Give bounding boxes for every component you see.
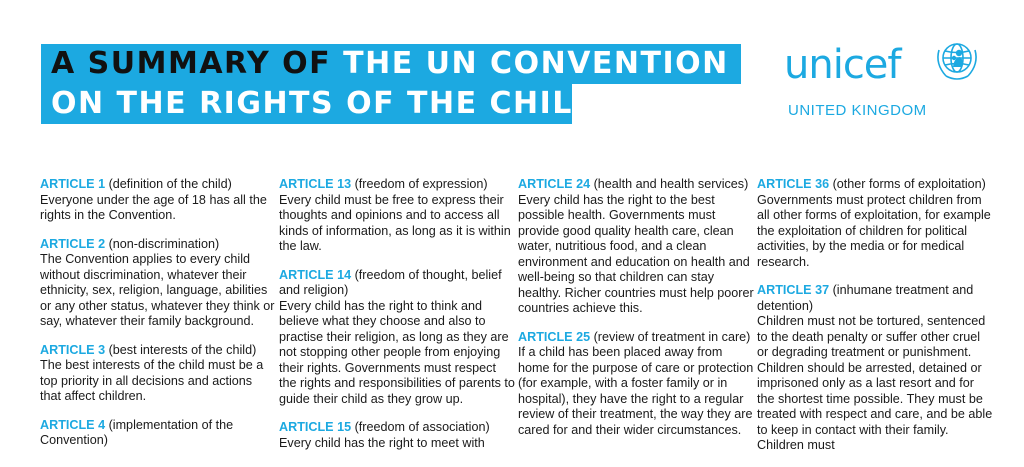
article-topic: (review of treatment in care) (593, 329, 751, 344)
article-body: If a child has been placed away from home for the purpose of care or protection (for example, with a foster family or in hospital), they have the right to a regular review of their treatment, the way they are cared for and their wider circumstances. (518, 345, 754, 437)
article-heading (279, 420, 515, 436)
article-heading (757, 283, 993, 314)
article-item (757, 283, 993, 454)
article-item (279, 420, 515, 451)
document-title (41, 44, 741, 124)
article-item (518, 177, 754, 317)
article-item (40, 237, 276, 330)
article-body: Every child has the right to the best possible health. Governments must provide good quality health care, clean water, nutritious food, and a clean environment and education on health and well-being so that children can stay healthy. Richer countries must help poorer countries achieve this. (518, 192, 754, 315)
article-heading (40, 177, 276, 193)
article-column-2 (279, 177, 515, 464)
article-body: Every child must be free to express their thoughts and opinions and to access all kinds of information, as long as it is within the law. (279, 192, 511, 253)
article-topic: (health and health services) (593, 177, 749, 191)
title-light-text-1: THE UN CONVENTION (343, 46, 729, 81)
article-topic: (non-discrimination) (108, 236, 220, 251)
article-topic: (best interests of the child) (108, 342, 257, 357)
article-number: ARTICLE 3 (40, 342, 106, 357)
article-heading (518, 330, 754, 346)
unicef-logo (784, 34, 984, 124)
article-number: ARTICLE 13 (279, 177, 352, 191)
article-column-4 (757, 177, 993, 467)
article-body: The Convention applies to every child without discrimination, whatever their ethnicity, sex, religion, language, abilities or any other status, whatever they think or say, whatever their family background. (40, 252, 275, 328)
article-number: ARTICLE 15 (279, 420, 352, 434)
article-number: ARTICLE 37 (757, 283, 830, 297)
article-heading (40, 418, 276, 449)
article-item (40, 177, 276, 224)
article-heading (518, 177, 754, 193)
article-item (40, 418, 276, 449)
article-body: Governments must protect children from all other forms of exploitation, for example the exploitation of children for political activities, by the media or for medical research. (757, 192, 991, 269)
title-dark-text: A SUMMARY OF (51, 46, 332, 81)
article-number: ARTICLE 2 (40, 236, 106, 251)
article-topic: (freedom of thought, belief and religion) (279, 267, 502, 297)
article-number: ARTICLE 25 (518, 329, 591, 344)
article-topic: (inhumane treatment and detention) (757, 283, 974, 313)
article-column-3 (518, 177, 754, 451)
unicef-emblem-icon (932, 36, 982, 86)
article-topic: (implementation of the Convention) (40, 417, 234, 447)
article-body: Every child has the right to meet with (279, 435, 485, 450)
title-line-2 (41, 84, 600, 124)
article-heading (279, 177, 515, 193)
article-body: Every child has the right to think and believe what they choose and also to practise their religion, as long as they are not stopping other people from enjoying their rights. Governments must respect the rights and responsibilities of parents to guide their child as they grow up. (279, 298, 515, 406)
articles-columns (40, 177, 1024, 452)
article-topic: (freedom of expression) (354, 177, 488, 191)
article-topic: (freedom of association) (354, 420, 490, 434)
article-column-1 (40, 177, 276, 462)
article-number: ARTICLE 14 (279, 267, 352, 282)
title-line-1 (41, 44, 741, 84)
article-body: Children must not be tortured, sentenced to the death penalty or suffer other cruel or degrading treatment or punishment. Children should be arrested, detained or imprisoned only as a last resort and for the shortest time possible. They must be treated with respect and care, and be able to keep in contact with their family. Children must (757, 314, 993, 452)
article-number: ARTICLE 4 (40, 417, 106, 432)
logo-wordmark: unicef (784, 42, 901, 88)
logo-subtitle: UNITED KINGDOM (788, 102, 927, 119)
article-item (518, 330, 754, 439)
article-number: ARTICLE 24 (518, 177, 591, 191)
article-item (757, 177, 993, 270)
article-number: ARTICLE 36 (757, 177, 830, 191)
article-number: ARTICLE 1 (40, 177, 106, 191)
title-light-text-2: ON THE RIGHTS OF THE CHILD (51, 86, 600, 121)
article-body: The best interests of the child must be a top priority in all decisions and actions that affect children. (40, 358, 264, 403)
article-heading (757, 177, 993, 193)
article-topic: (definition of the child) (108, 177, 232, 191)
article-heading (40, 343, 276, 359)
article-body: Everyone under the age of 18 has all the rights in the Convention. (40, 192, 267, 222)
article-topic: (other forms of exploitation) (832, 177, 986, 191)
article-item (279, 268, 515, 408)
article-item (279, 177, 515, 255)
article-heading (40, 237, 276, 253)
article-heading (279, 268, 515, 299)
article-item (40, 343, 276, 405)
